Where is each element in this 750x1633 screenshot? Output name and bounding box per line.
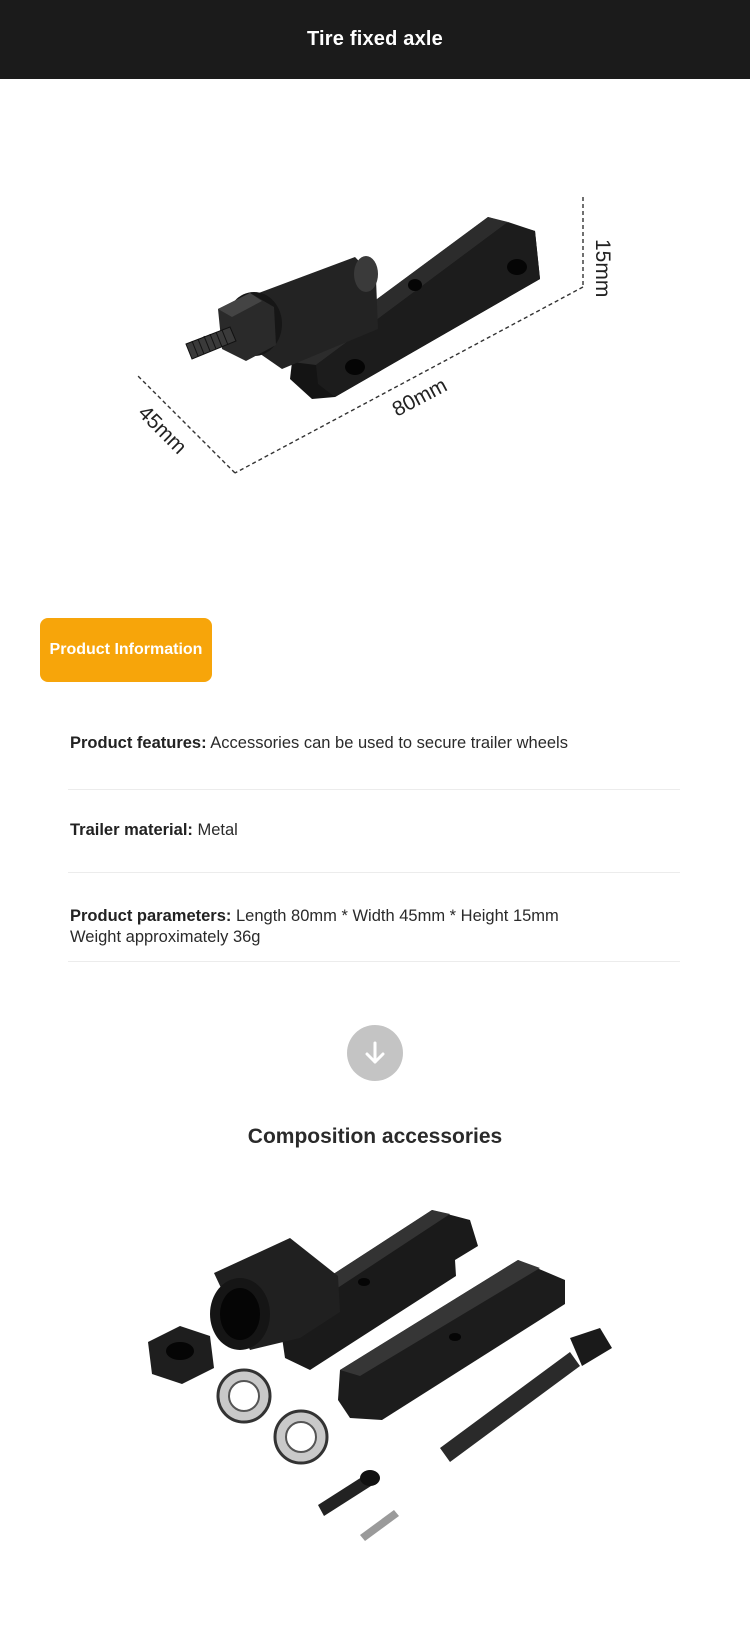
header-title: Tire fixed axle [306,28,444,50]
spec-label: Trailer material: [70,821,193,839]
scroll-down-button[interactable] [347,1025,403,1081]
width-dimension-label: 45mm [133,401,191,459]
hex-nut-part [148,1326,214,1384]
spec-row-material [70,820,680,841]
height-dimension-label: 15mm [591,239,614,298]
spec-value-weight: Weight approximately 36g [70,928,261,946]
accessories-image [0,1180,750,1633]
axle-product-illustration [0,79,750,599]
divider [68,961,680,962]
accessories-title: Composition accessories [247,1125,503,1148]
bearing-part [275,1411,327,1463]
spec-label: Product features: [70,734,207,752]
spec-row-features [70,733,680,754]
divider [68,789,680,790]
spec-value: Accessories can be used to secure trailer wheels [210,734,568,752]
divider [68,872,680,873]
axle-body [186,217,540,399]
product-information-badge [40,618,212,682]
bearing-part [218,1370,270,1422]
spec-row-parameters [70,906,680,948]
screw-part [318,1470,380,1516]
pin-part [360,1510,399,1541]
arrow-down-icon [362,1040,388,1066]
product-image [0,79,750,599]
length-dimension-label: 80mm [388,373,451,422]
badge-label: Product Information [49,641,203,658]
spec-label: Product parameters: [70,907,232,925]
spec-value: Metal [197,821,238,839]
page-header [0,0,750,79]
accessories-illustration [0,1180,750,1633]
spec-value: Length 80mm * Width 45mm * Height 15mm [235,907,559,925]
